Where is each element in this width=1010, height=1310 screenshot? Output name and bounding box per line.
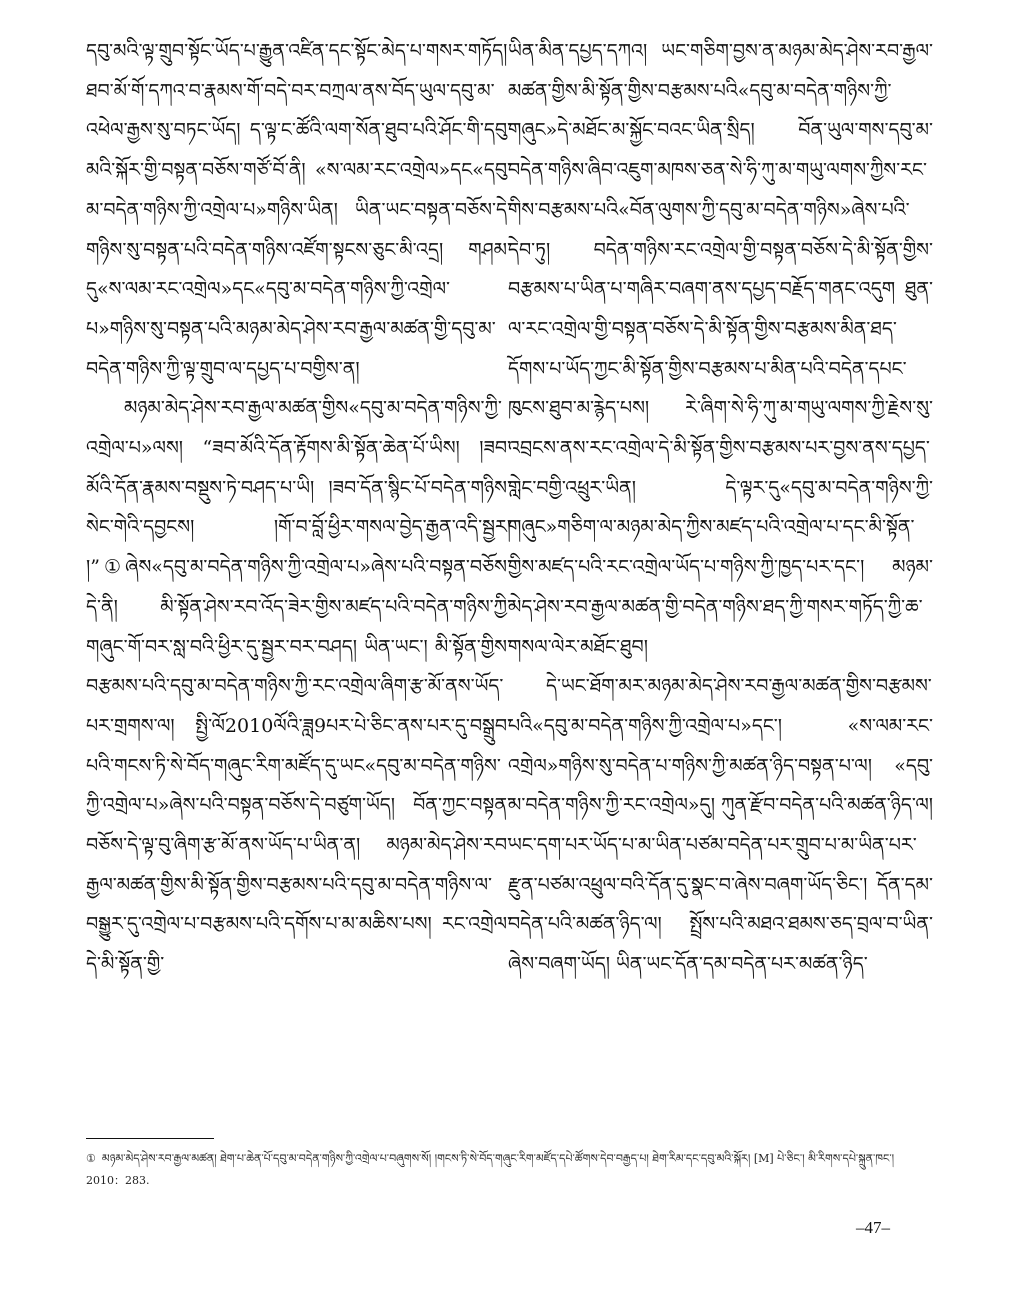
- footnote: [86, 1148, 916, 1192]
- footnote-mark: ①: [86, 1152, 96, 1165]
- right-text-column: [508, 32, 933, 985]
- right-paragraph-1: ཡིན་མིན་དཔྱད་དཀའ། ཡང་གཅིག་བྱས་ན་མཉམ་མེད་ཤེས་རབ་རྒྱལ་མཚན་གྱིས་མི་སྟོན་གྱིས་བརྩམས་པའི«དབུ་མ་བདེན་གཉིས་ཀྱི་གཞུང»དེ་མཐོང་མ་སྐྱོང་བའང་ཡིན་སྲིད། བོན་ཡུལ་གས་དབུ་མ་བདེན་གཉིས་ཞིབ་འཇུག་མཁས་ཅན་སེ་ཧི་ཀུ་མ་གཡུ་ལགས་ཀྱིས་རང་གིས་བརྩམས་པའི«བོན་ལུགས་ཀྱི་དབུ་མ་བདེན་གཉིས»ཞེས་པའི་དེབ་ཏུ། བདེན་གཉིས་རང་འགྲེལ་གྱི་བསྟན་བཅོས་དེ་མི་སྟོན་གྱིས་བརྩམས་པ་ཡིན་པ་གཞིར་བཞག་ནས་དཔྱད་བརྗོད་གནང་འདུག ཐུན་ལ་རང་འགྲེལ་གྱི་བསྟན་བཅོས་དེ་མི་སྟོན་གྱིས་བརྩམས་མིན་ཐད་དོགས་པ་ཡོད་ཀྱང་མི་སྟོན་གྱིས་བརྩམས་པ་མིན་པའི་བདེན་དཔང་ཁུངས་ཐུབ་མ་རྙེད་པས། རེ་ཞིག་སེ་ཧི་ཀུ་མ་གཡུ་ལགས་ཀྱི་རྗེས་སུ་འབྲངས་ནས་རང་འགྲེལ་དེ་མི་སྟོན་གྱིས་བརྩམས་པར་བྱས་ནས་དཔྱད་གླེང་བགྱི་འཕྲུར་ཡིན། དེ་ལྟར་དུ«དབུ་མ་བདེན་གཉིས་ཀྱི་གཞུང»གཅིག་ལ་མཉམ་མེད་ཀྱིས་མཛད་པའི་འགྲེལ་པ་དང་མི་སྟོན་གྱིས་མཛད་པའི་རང་འགྲེལ་ཡོད་པ་གཉིས་ཀྱི་ཁྱད་པར་དང་། མཉམ་མེད་ཤེས་རབ་རྒྱལ་མཚན་གྱི་བདེན་གཉིས་ཐད་ཀྱི་གསར་གཏོད་ཀྱི་ཆ་གསལ་ལེར་མཐོང་ཐུབ།: [508, 40, 933, 658]
- right-paragraph-2: དེ་ཡང་ཐོག་མར་མཉམ་མེད་ཤེས་རབ་རྒྱལ་མཚན་གྱིས་བརྩམས་པའི«དབུ་མ་བདེན་གཉིས་ཀྱི་འགྲེལ་པ»དང་། «ས་ལམ་རང་འགྲེལ»གཉིས་སུ་བདེན་པ་གཉིས་ཀྱི་མཚན་ཉིད་བསྟན་པ་ལ། «དབུ་མ་བདེན་གཉིས་ཀྱི་རང་འགྲེལ»དུ། ཀུན་རྫོབ་བདེན་པའི་མཚན་ཉིད་ལ། ཡང་དག་པར་ཡོད་པ་མ་ཡིན་པཙམ་བདེན་པར་གྲུབ་པ་མ་ཡིན་པར་རྫུན་པཙམ་འཕྲུལ་བའི་དོན་དུ་སྣང་བ་ཞེས་བཞག་ཡོད་ཅིང་། དོན་དམ་བདེན་པའི་མཚན་ཉིད་ལ། སྤྲོས་པའི་མཐའ་ཐམས་ཅད་བྲལ་བ་ཡིན་ཞེས་བཞག་ཡོད། ཡིན་ཡང་དོན་དམ་བདེན་པར་མཚན་ཉིད་: [508, 675, 933, 976]
- footnote-divider: [86, 1138, 214, 1139]
- left-paragraph-2: མཉམ་མེད་ཤེས་རབ་རྒྱལ་མཚན་གྱིས«དབུ་མ་བདེན་གཉིས་ཀྱི་འགྲེལ་པ»ལས། “ཟབ་མོའི་དོན་རྟོགས་མི་སྟོན་ཆེན་པོ་ཡིས། །ཟབ་མོའི་དོན་རྣམས་བསྡུས་ཏེ་བཤད་པ་ཡི། །ཟབ་དོན་སྙིང་པོ་བདེན་གཉིས་སེང་གེའི་དབྱངས། །གོ་བ་བློ་ཕྱིར་གསལ་བྱེད་རྒྱན་འདི་སྦྱར། །”①ཞེས«དབུ་མ་བདེན་གཉིས་ཀྱི་འགྲེལ་པ»ཞེས་པའི་བསྟན་བཅོས་དེ་ནི། མི་སྟོན་ཤེས་རབ་འོད་ཟེར་གྱིས་མཛད་པའི་བདེན་གཉིས་ཀྱི་གཞུང་གོ་བར་སླ་བའི་ཕྱིར་དུ་སྦྱར་བར་བཤད། ཡིན་ཡང་། མི་སྟོན་གྱིས་བརྩམས་པའི་དབུ་མ་བདེན་གཉིས་ཀྱི་རང་འགྲེལ་ཞིག་རྩ་མོ་ནས་ཡོད་པར་གྲགས་ལ། སྤྱི་ལོ2010ལོའི་ཟླ9པར་པེ་ཅིང་ནས་པར་དུ་བསྒྲུབ་པའི་གངས་ཏི་སེ་བོད་གཞུང་རིག་མཛོད་དུ་ཡང«དབུ་མ་བདེན་གཉིས་ཀྱི་འགྲེལ་པ»ཞེས་པའི་བསྟན་བཅོས་དེ་བཙུག་ཡོད། བོན་ཀྱང་བསྟན་བཅོས་དེ་ལྟ་བུ་ཞིག་རྩ་མོ་ནས་ཡོད་པ་ཡིན་ན། མཉམ་མེད་ཤེས་རབ་རྒྱལ་མཚན་གྱིས་མི་སྟོན་གྱིས་བརྩམས་པའི་དབུ་མ་བདེན་གཉིས་ལ་བསྒྱུར་དུ་འགྲེལ་པ་བརྩམས་པའི་དགོས་པ་མ་མཆིས་པས། རང་འགྲེལ་དེ་མི་སྟོན་གྱི་: [86, 397, 511, 976]
- page-number: –47–: [856, 1218, 890, 1237]
- left-paragraph-1: དབུ་མའི་ལྟ་གྲུབ་སྟོང་ཡོད་པ་རྒྱུན་འཛིན་དང་སྟོང་མེད་པ་གསར་གཏོད། ཐབ་མོ་གོ་དཀའ་བ་རྣམས་གོ་བདེ་བར་བཀྲལ་ནས་བོད་ཡུལ་དབུ་མ་འཕེལ་རྒྱས་སུ་བཏང་ཡོད། ད་ལྟ་ང་ཚོའི་ལག་སོན་ཐུབ་པའི་ཤོང་གི་དབུ་མའི་སྐོར་གྱི་བསྟན་བཅོས་གཙོ་བོ་ནི། «ས་ལམ་རང་འགྲེལ»དང«དབུ་མ་བདེན་གཉིས་ཀྱི་འགྲེལ་པ»གཉིས་ཡིན། ཡིན་ཡང་བསྟན་བཅོས་དེ་གཉིས་སུ་བསྟན་པའི་བདེན་གཉིས་འཛོག་སྟངས་ཅུང་མི་འདྲ། གཤམ་དུ«ས་ལམ་རང་འགྲེལ»དང«དབུ་མ་བདེན་གཉིས་ཀྱི་འགྲེལ་པ»གཉིས་སུ་བསྟན་པའི་མཉམ་མེད་ཤེས་རབ་རྒྱལ་མཚན་གྱི་དབུ་མ་བདེན་གཉིས་ཀྱི་ལྟ་གྲུབ་ལ་དཔྱད་པ་བགྱིས་ན།: [86, 40, 511, 380]
- footnote-text: མཉམ་མེད་ཤེས་རབ་རྒྱལ་མཚན། ཐེག་པ་ཆེན་པོ་དབུ་མ་བདེན་གཉིས་ཀྱི་འགྲེལ་པ་བཞུགས་སོ། །གངས་ཏི་སེ་བོད་གཞུང་རིག་མཛོད་དཔེ་ཚོགས་དེབ་བརྒྱད་པ། ཐེག་རིམ་དང་དབུ་མའི་སྐོར། [M] པེ་ཅིང་། མི་རིགས་དཔེ་སྐྲུན་ཁང་། 2010：283.: [86, 1152, 895, 1187]
- left-text-column: [86, 32, 511, 985]
